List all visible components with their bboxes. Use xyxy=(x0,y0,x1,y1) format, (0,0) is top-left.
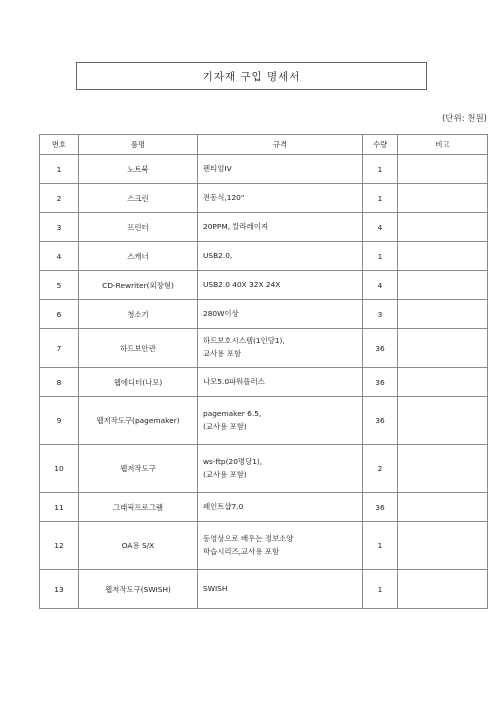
row-number: 13 xyxy=(40,570,79,609)
row-quantity: 1 xyxy=(363,242,398,271)
table-row xyxy=(40,397,488,445)
purchase-spec-table xyxy=(39,134,488,609)
row-spec: 나모5.0파워플러스 xyxy=(198,368,363,397)
row-quantity: 3 xyxy=(363,300,398,329)
row-quantity: 36 xyxy=(363,368,398,397)
row-number: 5 xyxy=(40,271,79,300)
row-note xyxy=(398,570,488,609)
row-note xyxy=(398,213,488,242)
row-number: 11 xyxy=(40,493,79,522)
row-item-name: 그래픽프로그램 xyxy=(79,493,198,522)
row-item-name: 스캐너 xyxy=(79,242,198,271)
row-spec: 동영상으로 배우는 정보소양 학습시리즈,교사용 포함 xyxy=(198,522,363,570)
row-spec: ws-ftp(20명당1), (교사용 포함) xyxy=(198,445,363,493)
document-title-box xyxy=(76,62,427,90)
table-row xyxy=(40,300,488,329)
row-item-name: 웹에디터(나모) xyxy=(79,368,198,397)
header-item-name: 품명 xyxy=(79,135,198,155)
row-item-name: 웹저작도구(pagemaker) xyxy=(79,397,198,445)
row-quantity: 4 xyxy=(363,213,398,242)
row-note xyxy=(398,493,488,522)
row-spec: 하드보호시스템(1인당1), 교사용 포함 xyxy=(198,329,363,368)
row-number: 1 xyxy=(40,155,79,184)
table-row xyxy=(40,242,488,271)
table-row xyxy=(40,184,488,213)
row-number: 3 xyxy=(40,213,79,242)
row-note xyxy=(398,155,488,184)
row-number: 2 xyxy=(40,184,79,213)
table-row xyxy=(40,155,488,184)
row-note xyxy=(398,397,488,445)
row-item-name: CD-Rewriter(외장형) xyxy=(79,271,198,300)
row-quantity: 1 xyxy=(363,155,398,184)
table-row xyxy=(40,493,488,522)
header-quantity: 수량 xyxy=(363,135,398,155)
row-quantity: 4 xyxy=(363,271,398,300)
row-item-name: OA용 S/X xyxy=(79,522,198,570)
row-item-name: 웹저작도구(SWISH) xyxy=(79,570,198,609)
table-row xyxy=(40,570,488,609)
row-quantity: 1 xyxy=(363,184,398,213)
table-row xyxy=(40,271,488,300)
row-spec: 20PPM, 칼라레이져 xyxy=(198,213,363,242)
table-row xyxy=(40,213,488,242)
row-note xyxy=(398,368,488,397)
row-number: 9 xyxy=(40,397,79,445)
row-number: 10 xyxy=(40,445,79,493)
row-item-name: 웹저작도구 xyxy=(79,445,198,493)
row-note xyxy=(398,522,488,570)
row-spec: 전동식,120" xyxy=(198,184,363,213)
header-note: 비고 xyxy=(398,135,488,155)
row-note xyxy=(398,184,488,213)
row-quantity: 36 xyxy=(363,329,398,368)
header-number: 번호 xyxy=(40,135,79,155)
row-quantity: 36 xyxy=(363,397,398,445)
row-number: 8 xyxy=(40,368,79,397)
row-quantity: 36 xyxy=(363,493,398,522)
row-item-name: 하드보안관 xyxy=(79,329,198,368)
row-spec: USB2.0, xyxy=(198,242,363,271)
row-note xyxy=(398,329,488,368)
row-item-name: 프린터 xyxy=(79,213,198,242)
row-quantity: 1 xyxy=(363,522,398,570)
header-specification: 규격 xyxy=(198,135,363,155)
row-spec: 280W이상 xyxy=(198,300,363,329)
row-number: 12 xyxy=(40,522,79,570)
table-row xyxy=(40,445,488,493)
row-spec: USB2.0 40X 32X 24X xyxy=(198,271,363,300)
row-spec: 페인트샵7.0 xyxy=(198,493,363,522)
row-note xyxy=(398,300,488,329)
row-note xyxy=(398,271,488,300)
table-header-row xyxy=(40,135,488,155)
row-item-name: 노트북 xyxy=(79,155,198,184)
unit-label: (단위: 천원) xyxy=(441,114,487,124)
row-item-name: 스크린 xyxy=(79,184,198,213)
row-quantity: 2 xyxy=(363,445,398,493)
row-number: 6 xyxy=(40,300,79,329)
document-title: 기자재 구입 명세서 xyxy=(202,70,301,83)
row-note xyxy=(398,445,488,493)
table-row xyxy=(40,329,488,368)
table-row xyxy=(40,368,488,397)
row-number: 7 xyxy=(40,329,79,368)
row-spec: pagemaker 6.5, (교사용 포함) xyxy=(198,397,363,445)
row-quantity: 1 xyxy=(363,570,398,609)
row-spec: 펜티엄IV xyxy=(198,155,363,184)
row-item-name: 청소기 xyxy=(79,300,198,329)
row-spec: SWISH xyxy=(198,570,363,609)
row-number: 4 xyxy=(40,242,79,271)
table-row xyxy=(40,522,488,570)
row-note xyxy=(398,242,488,271)
